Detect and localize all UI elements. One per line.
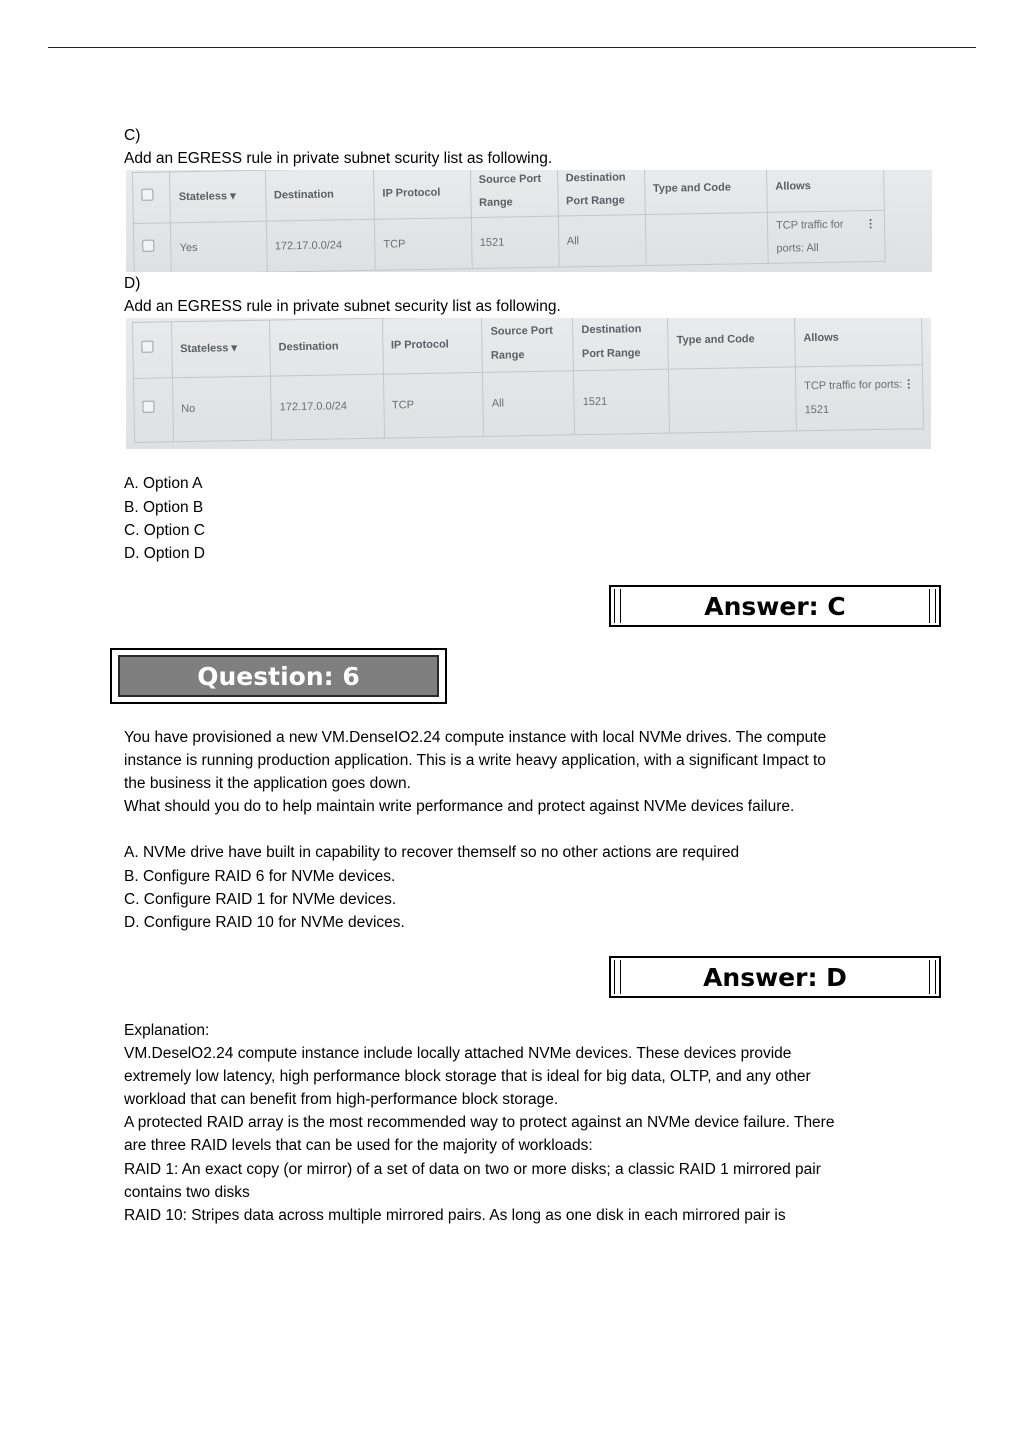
- option-d-text: Add an EGRESS rule in private subnet security list as following.: [124, 298, 561, 316]
- q6-body-line-1: You have provisioned a new VM.DenseIO2.24 compute instance with local NVMe drives. The compute: [124, 729, 827, 746]
- explanation-line-4: A protected RAID array is the most recommended way to protect against an NVMe device failure. There: [124, 1114, 835, 1132]
- cell-source-port: All: [483, 371, 575, 437]
- explanation-line-6: RAID 1: An exact copy (or mirror) of a set of data on two or more disks; a classic RAID 1 mirrored pair: [124, 1160, 821, 1178]
- col-type-code: Type and Code: [668, 318, 796, 369]
- row-checkbox: [133, 223, 171, 272]
- explanation-line-8: RAID 10: Stripes data across multiple mirrored pairs. As long as one disk in each mirrored pair is: [124, 1206, 786, 1224]
- explanation-line-3: workload that can benefit from high-performance block storage.: [124, 1091, 559, 1109]
- cell-dest-port: All: [558, 215, 646, 268]
- col-destination: Destination: [270, 319, 383, 377]
- question-6-header: [110, 648, 447, 704]
- col-allows: Allows: [766, 170, 884, 213]
- select-all-checkbox: [133, 322, 173, 379]
- cell-destination: 172.17.0.0/24: [266, 220, 375, 273]
- cell-stateless: No: [172, 376, 272, 442]
- col-source-port: Source Port Range: [482, 318, 574, 372]
- answer-q5-box: Answer: C: [609, 585, 941, 627]
- allows-text: TCP traffic for ports: All: [775, 218, 844, 256]
- col-stateless: Stateless ▾: [171, 320, 270, 378]
- q6-choice-a: A. NVMe drive have built in capability to recover themself so no other actions are required: [124, 844, 740, 862]
- choice-c: C. Option C: [124, 521, 205, 539]
- select-all-checkbox: [133, 172, 171, 224]
- q6-body-line-2: instance is running production application. This is a write heavy application, with a significant Impact to: [124, 752, 826, 770]
- cell-protocol: TCP: [383, 373, 484, 439]
- explanation-line-5: are three RAID levels that can be used for the majority of workloads:: [124, 1137, 593, 1155]
- explanation: [124, 1019, 944, 1227]
- q6-body-line-4: What should you do to help maintain write performance and protect against NVMe devices failure.: [124, 798, 795, 816]
- cell-source-port: 1521: [471, 216, 559, 269]
- col-stateless: Stateless ▾: [170, 170, 266, 223]
- option-d-table-image: [126, 318, 931, 449]
- col-dest-port: Destination Port Range: [573, 318, 669, 371]
- explanation-line-2: extremely low latency, high performance block storage that is ideal for big data, OLTP, and any other: [124, 1068, 811, 1086]
- allows-text: TCP traffic for ports: 1521: [804, 379, 903, 417]
- q6-choice-b: B. Configure RAID 6 for NVMe devices.: [124, 867, 396, 885]
- cell-protocol: TCP: [374, 218, 471, 271]
- cell-dest-port: 1521: [574, 370, 670, 436]
- explanation-line-1: VM.DeselO2.24 compute instance include locally attached NVMe devices. These devices provide: [124, 1045, 792, 1063]
- question-6-content: [124, 726, 944, 934]
- choice-a: A. Option A: [124, 475, 203, 493]
- col-ip-protocol: IP Protocol: [382, 318, 483, 374]
- q6-choice-c: C. Configure RAID 1 for NVMe devices.: [124, 890, 397, 908]
- cell-type-code: [645, 213, 768, 266]
- kebab-menu-icon: ⋮: [903, 379, 915, 392]
- explanation-heading: Explanation:: [124, 1022, 210, 1039]
- option-d-table: [132, 318, 924, 443]
- kebab-menu-icon: ⋮: [864, 218, 877, 231]
- cell-stateless: Yes: [171, 222, 267, 273]
- option-d-label: D): [124, 275, 141, 293]
- cell-allows: [767, 211, 885, 264]
- option-c-text: Add an EGRESS rule in private subnet scurity list as following.: [124, 150, 553, 168]
- col-allows: Allows: [794, 318, 922, 367]
- question-6-title: Question: 6: [118, 655, 439, 697]
- cell-allows: [795, 365, 923, 431]
- page-content: [124, 124, 944, 565]
- cell-type-code: [669, 367, 797, 433]
- col-ip-protocol: IP Protocol: [374, 170, 471, 219]
- explanation-line-7: contains two disks: [124, 1183, 250, 1201]
- col-type-code: Type and Code: [644, 170, 767, 215]
- q6-choice-d: D. Configure RAID 10 for NVMe devices.: [124, 913, 405, 931]
- col-destination: Destination: [265, 170, 374, 221]
- col-source-port: Source Port Range: [470, 170, 558, 218]
- header-rule: [48, 47, 976, 48]
- option-c-table: [132, 170, 886, 272]
- col-dest-port: Destination Port Range: [557, 170, 645, 216]
- q6-body-line-3: the business it the application goes down.: [124, 775, 411, 793]
- choice-b: B. Option B: [124, 498, 204, 516]
- choice-d: D. Option D: [124, 544, 205, 562]
- option-c-label: C): [124, 127, 141, 144]
- option-c-table-image: [126, 170, 932, 272]
- row-checkbox: [133, 378, 173, 443]
- cell-destination: 172.17.0.0/24: [271, 375, 384, 441]
- answer-q6-box: Answer: D: [609, 956, 941, 998]
